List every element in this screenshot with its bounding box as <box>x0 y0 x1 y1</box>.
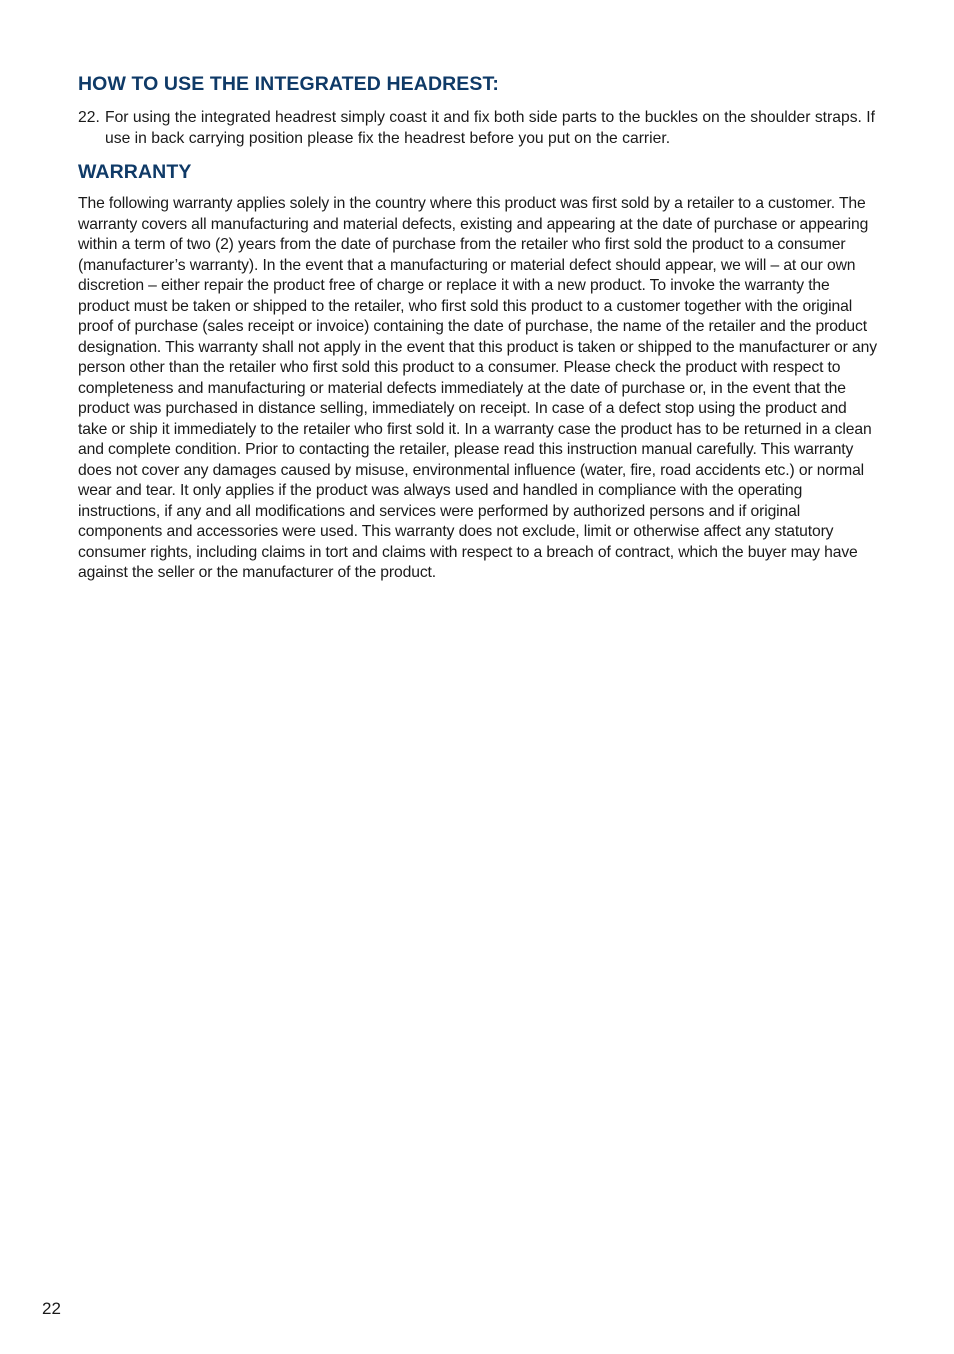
warranty-body-text: The following warranty applies solely in the country where this product was first sold by a retailer to a customer. The warranty covers all manufacturing and material defects, existing and appearing at the date of purchase or appearing within a term of two (2) years from the date of purchase from the retailer who first sold the product to a consumer (manufacturer’s warranty). In the event that a manufacturing or material defect should appear, we will – at our own discretion – either repair the product free of charge or replace it with a new product. To invoke the warranty the product must be taken or shipped to the retailer, who first sold this product to a customer together with the original proof of purchase (sales receipt or invoice) containing the date of purchase, the name of the retailer and the product designation. This warranty shall not apply in the event that this product is taken or shipped to the manufacturer or any person other than the retailer who first sold this product to a consumer. Please check the product with respect to completeness and manufacturing or material defects immediately at the date of purchase or, in the event that the product was purchased in distance selling, immediately on receipt. In case of a defect stop using the product and take or ship it immediately to the retailer who first sold it. In a warranty case the product has to be returned in a clean and complete condition. Prior to contacting the retailer, please read this instruction manual carefully. This warranty does not cover any damages caused by misuse, environmental influence (water, fire, road accidents etc.) or normal wear and tear. It only applies if the product was always used and handled in compliance with the operating instructions, if any and all modifications and services were performed by authorized persons and if original components and accessories were used. This warranty does not exclude, limit or otherwise affect any statutory consumer rights, including claims in tort and claims with respect to a breach of contract, which the buyer may have against the seller or the manufacturer of the product. <box>78 195 877 581</box>
list-item <box>78 108 878 149</box>
page-content <box>78 72 878 584</box>
page-number: 22 <box>42 1299 61 1318</box>
headrest-section-heading: HOW TO USE THE INTEGRATED HEADREST: <box>78 73 499 95</box>
warranty-section-heading: WARRANTY <box>78 161 192 183</box>
list-item-text: For using the integrated headrest simply coast it and fix both side parts to the buckles on the shoulder straps. If use in back carrying position please fix the headrest before you put on the carrier. <box>105 109 875 147</box>
list-item-number: 22. <box>78 109 100 126</box>
